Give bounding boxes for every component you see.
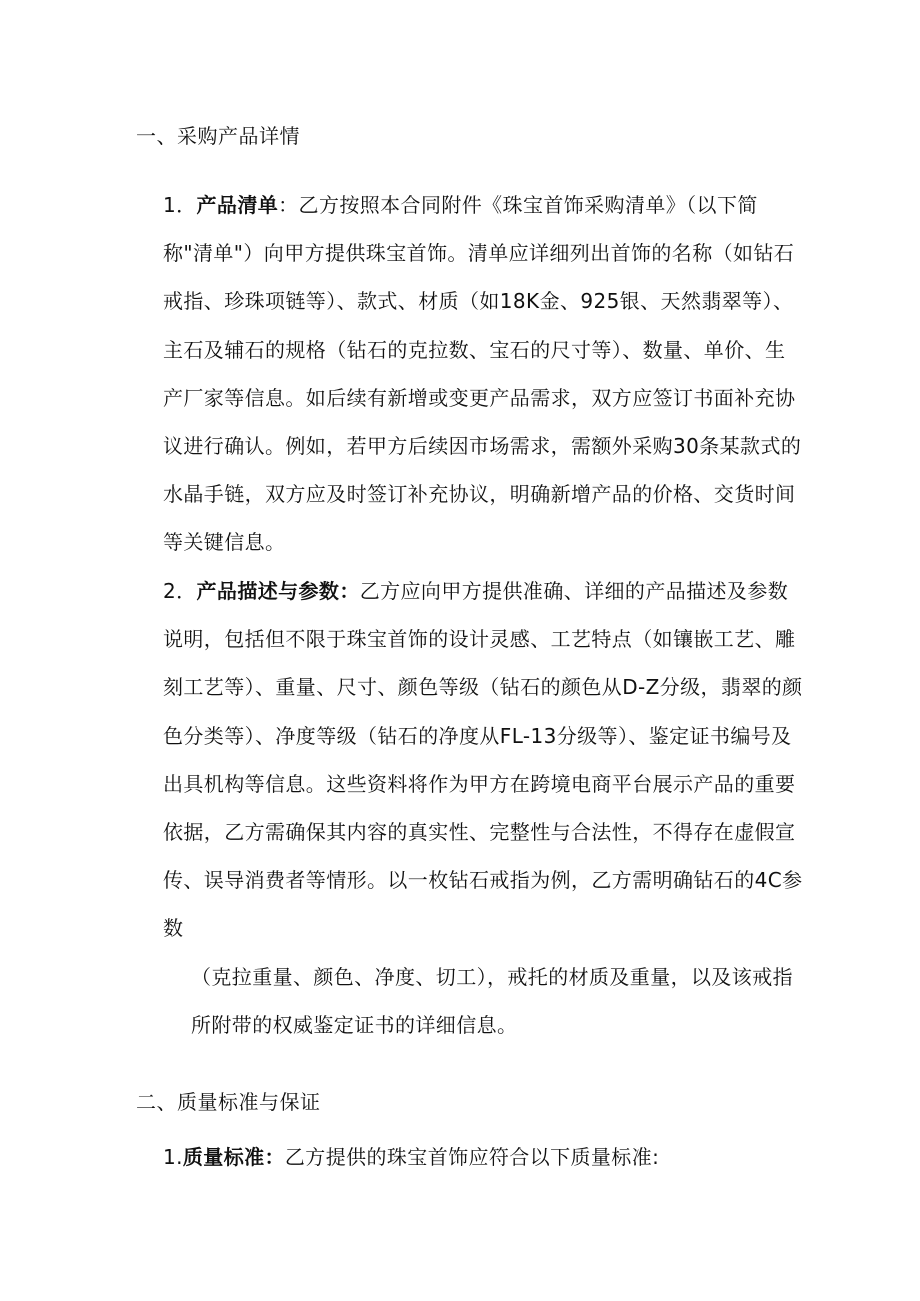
section-heading-quality-standards: 二、质量标准与保证 <box>136 1090 321 1114</box>
list-item-product-list <box>163 181 803 567</box>
item-term: 质量标准： <box>182 1145 285 1169</box>
item-separator: ： <box>278 193 299 217</box>
item-body-text: 乙方提供的珠宝首饰应符合以下质量标准: <box>284 1145 660 1169</box>
list-item-product-description <box>163 567 803 1049</box>
item-number: 2． <box>163 579 197 603</box>
list-item-quality-standard <box>163 1133 803 1181</box>
item-number: 1． <box>163 193 197 217</box>
item-term: 产品描述与参数： <box>196 579 360 603</box>
item-term: 产品清单 <box>196 193 279 217</box>
item-body-text: 乙方按照本合同附件《珠宝首饰采购清单》（以下简称"清单"）向甲方提供珠宝首饰。清单应详细列出首饰的名称（如钻石戒指、珍珠项链等）、款式、材质（如18K金、925银、天然翡翠等）、主石及辅石的规格（钻石的克拉数、宝石的尺寸等）、数量、单价、生产厂家等信息。如后续有新增或变更产品需求，双方应签订书面补充协议进行确认。例如，若甲方后续因市场需求，需额外采购30条某款式的水晶手链，双方应及时签订补充协议，明确新增产品的价格、交货时间等关键信息。 <box>163 193 802 555</box>
item-body-text: 乙方应向甲方提供准确、详细的产品描述及参数说明，包括但不限于珠宝首饰的设计灵感、工艺特点（如镶嵌工艺、雕刻工艺等）、重量、尺寸、颜色等级（钻石的颜色从D-Z分级，翡翠的颜色分类等）、净度等级（钻石的净度从FL-13分级等）、鉴定证书编号及出具机构等信息。这些资料将作为甲方在跨境电商平台展示产品的重要依据，乙方需确保其内容的真实性、完整性与合法性，不得存在虚假宣传、误导消费者等情形。以一枚钻石戒指为例，乙方需明确钻石的4C参数 <box>163 579 803 941</box>
item-number: 1. <box>163 1145 183 1169</box>
item-body-continuation: （克拉重量、颜色、净度、切工），戒托的材质及重量，以及该戒指所附带的权威鉴定证书的详细信息。 <box>191 964 793 1037</box>
section-heading-procurement-details: 一、采购产品详情 <box>136 124 300 148</box>
